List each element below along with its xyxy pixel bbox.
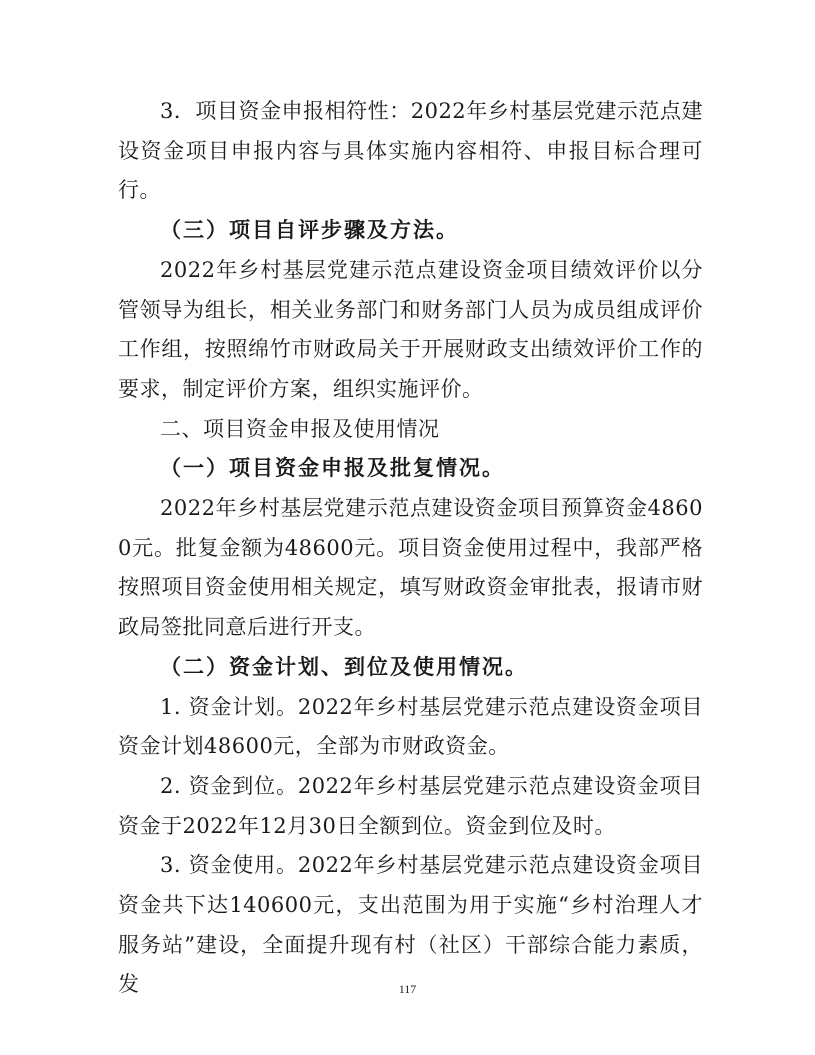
subheading-self-evaluation-steps: （三）项目自评步骤及方法。: [160, 218, 459, 243]
subheading-fund-plan-usage: （二）资金计划、到位及使用情况。: [160, 654, 528, 679]
paragraph-budget-approval: 2022年乡村基层党建示范点建设资金项目预算资金48600元。批复金额为48600元。项目资金使用过程中，我部严格按照项目资金使用相关规定，填写财政资金审批表，报请市财政局签批同意后进行开支。: [118, 496, 703, 640]
document-body: [118, 92, 703, 1005]
section-heading-fund-application: 二、项目资金申报及使用情况: [160, 416, 440, 441]
paragraph-fund-consistency: 3．项目资金申报相符性：2022年乡村基层党建示范点建设资金项目申报内容与具体实施内容相符、申报目标合理可行。: [118, 99, 703, 203]
paragraph-fund-usage: 3. 资金使用。2022年乡村基层党建示范点建设资金项目资金共下达140600元，支出范围为用于实施“乡村治理人才服务站”建设，全面提升现有村（社区）干部综合能力素质，发: [118, 853, 703, 997]
paragraph-evaluation-method: 2022年乡村基层党建示范点建设资金项目绩效评价以分管领导为组长，相关业务部门和财务部门人员为成员组成评价工作组，按照绵竹市财政局关于开展财政支出绩效评价工作的要求，制定评价方案，组织实施评价。: [118, 257, 703, 401]
subheading-application-approval: （一）项目资金申报及批复情况。: [160, 456, 505, 481]
page-number: 117: [398, 982, 417, 996]
paragraph-fund-arrival: 2. 资金到位。2022年乡村基层党建示范点建设资金项目资金于2022年12月30日全额到位。资金到位及时。: [118, 773, 703, 838]
paragraph-fund-plan: 1. 资金计划。2022年乡村基层党建示范点建设资金项目资金计划48600元，全部为市财政资金。: [118, 694, 703, 759]
